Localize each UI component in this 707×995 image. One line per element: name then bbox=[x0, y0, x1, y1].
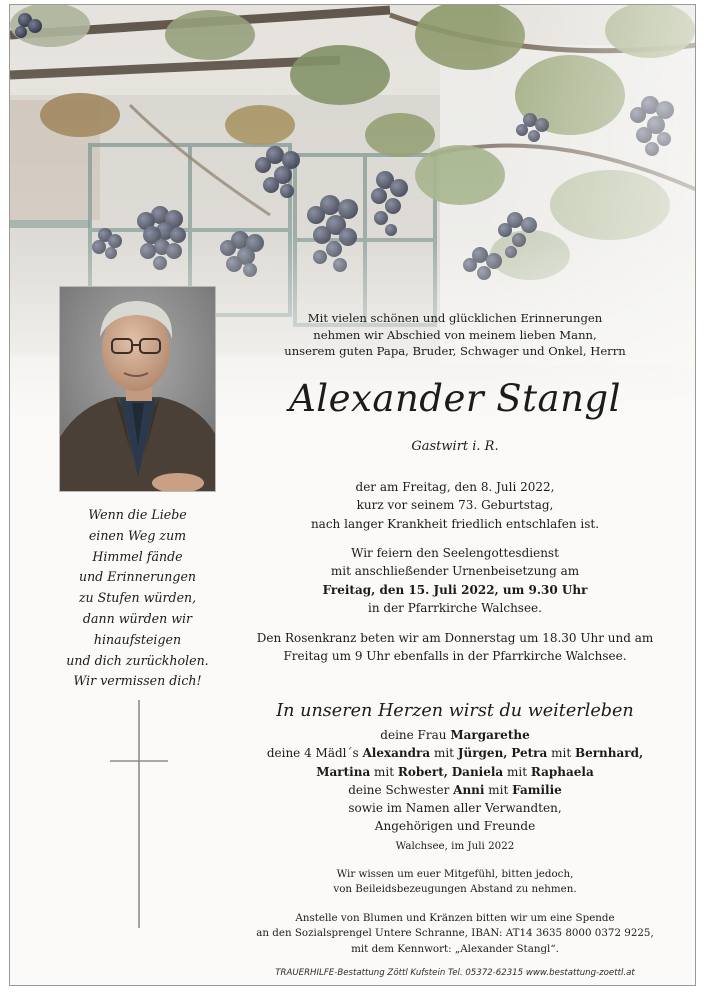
death-line: nach langer Krankheit friedlich entschlafen ist. bbox=[310, 516, 600, 531]
mourner-wife bbox=[240, 726, 670, 744]
mass-date-text: Freitag, den 15. Juli 2022, um 9.30 Uhr bbox=[322, 582, 588, 597]
wife-name: Margarethe bbox=[450, 728, 530, 742]
donation-note bbox=[240, 911, 670, 957]
donation-line: an den Sozialsprengel Untere Schranne, IBAN: AT14 3635 8000 0372 9225, bbox=[256, 927, 654, 940]
poem-line: und Erinnerungen bbox=[78, 569, 197, 585]
portrait-photo bbox=[59, 286, 216, 492]
daughter-name: Martina bbox=[316, 764, 371, 779]
sister-name: Anni bbox=[453, 782, 485, 797]
poem-line: und dich zurückholen. bbox=[66, 652, 209, 668]
intro-line: unserem guten Papa, Bruder, Schwager und Onkel, Herrn bbox=[284, 344, 626, 359]
poem-line: zu Stufen würden, bbox=[78, 590, 197, 606]
text-segment: mit bbox=[484, 782, 513, 797]
place-date: Walchsee, im Juli 2022 bbox=[395, 840, 515, 852]
text-segment: deine Schwester bbox=[348, 782, 454, 797]
funeral-home-footer: TRAUERHILFE-Bestattung Zöttl Kufstein Tel. 05372-62315 www.bestattung-zoettl.at bbox=[275, 968, 635, 978]
death-line: kurz vor seinem 73. Geburtstag, bbox=[356, 498, 554, 513]
partner-name: Robert, bbox=[397, 764, 448, 779]
text-segment: mit bbox=[503, 764, 531, 779]
obituary-card bbox=[9, 4, 696, 986]
rosary-line: Freitag um 9 Uhr ebenfalls in der Pfarrkirche Walchsee. bbox=[283, 649, 627, 664]
daughter-name: Daniela bbox=[451, 764, 504, 779]
hearts-heading: In unseren Herzen wirst du weiterleben bbox=[276, 701, 634, 721]
rosary-line: Den Rosenkranz beten wir am Donnerstag um 18.30 Uhr und am bbox=[256, 631, 654, 645]
text-segment: mit bbox=[370, 764, 398, 779]
poem-line: Wir vermissen dich! bbox=[73, 673, 202, 689]
mass-line: in der Pfarrkirche Walchsee. bbox=[368, 600, 542, 615]
text-segment: deine 4 Mädl´s bbox=[266, 746, 363, 761]
condolence-line: Wir wissen um euer Mitgefühl, bitten jedoch, bbox=[336, 868, 574, 880]
mourner-daughters-1 bbox=[240, 744, 670, 762]
daughter-name: Petra bbox=[511, 746, 548, 761]
mourners-list bbox=[240, 726, 670, 836]
poem-line: hinaufsteigen bbox=[93, 631, 182, 647]
sister-family: Familie bbox=[512, 782, 562, 797]
partner-name: Bernhard, bbox=[574, 746, 644, 761]
deceased-occupation: Gastwirt i. R. bbox=[411, 439, 499, 454]
mass-line: mit anschließender Urnenbeisetzung am bbox=[330, 564, 580, 579]
partner-name: Raphaela bbox=[530, 764, 594, 779]
rosary-info bbox=[240, 629, 670, 666]
intro-line: Mit vielen schönen und glücklichen Erinnerungen bbox=[307, 311, 603, 325]
text-segment: mit bbox=[430, 746, 458, 761]
deceased-name: Alexander Stangl bbox=[289, 377, 621, 420]
text-segment: mit bbox=[547, 746, 575, 761]
text-segment: deine Frau bbox=[380, 728, 451, 742]
mourner-relatives: sowie im Namen aller Verwandten, bbox=[348, 801, 562, 816]
partner-name: Jürgen, bbox=[457, 746, 508, 761]
poem-line: dann würden wir bbox=[82, 610, 193, 626]
death-line: der am Freitag, den 8. Juli 2022, bbox=[355, 480, 555, 494]
mass-date bbox=[240, 581, 670, 599]
poem-line: Himmel fände bbox=[92, 548, 183, 564]
mourner-sister bbox=[240, 781, 670, 799]
poem-line: einen Weg zum bbox=[88, 527, 187, 543]
donation-line: mit dem Kennwort: „Alexander Stangl“. bbox=[351, 942, 559, 955]
daughter-name: Alexandra bbox=[362, 746, 431, 761]
condolence-note bbox=[240, 867, 670, 898]
death-notice bbox=[240, 478, 670, 533]
mourner-relatives: Angehörigen und Freunde bbox=[374, 819, 536, 834]
memorial-poem bbox=[50, 505, 225, 692]
intro-text bbox=[240, 310, 670, 360]
poem-line: Wenn die Liebe bbox=[88, 507, 187, 522]
mourner-daughters-2 bbox=[240, 763, 670, 781]
intro-line: nehmen wir Abschied von meinem lieben Mann, bbox=[313, 327, 597, 342]
funeral-mass-info bbox=[240, 544, 670, 617]
mass-line: Wir feiern den Seelengottesdienst bbox=[351, 546, 559, 560]
condolence-line: von Beileidsbezeugungen Abstand zu nehmen. bbox=[333, 883, 577, 896]
donation-line: Anstelle von Blumen und Kränzen bitten wir um eine Spende bbox=[295, 912, 615, 924]
cross-icon bbox=[104, 700, 174, 930]
